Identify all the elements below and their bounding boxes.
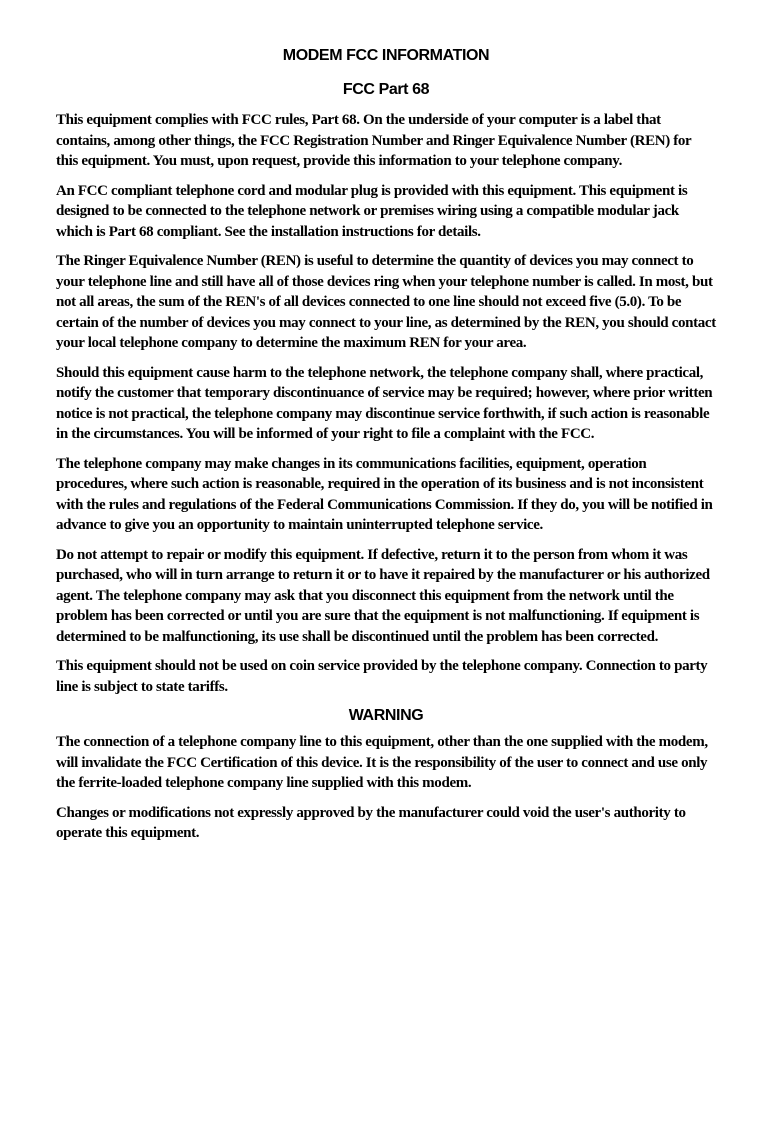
paragraph-ren: The Ringer Equivalence Number (REN) is useful to determine the quantity of devices you may connect to your telephone line and still have all of those devices ring when your telephone number is called. In most, but not all areas, the sum of the REN's of all devices connected to one line should not exceed five (5.0). To be certain of the number of devices you may connect to your line, as determined by the REN, you should contact your local telephone company to determine the maximum REN for your area. bbox=[56, 253, 716, 351]
paragraph-repair: Do not attempt to repair or modify this equipment. If defective, return it to the person from whom it was purchased, who will in turn arrange to return it or to have it repaired by the manufacturer or his authorized agent. The telephone company may ask that you disconnect this equipment from the network until the problem has been corrected or until you are sure that the equipment is not malfunctioning. If equipment is determined to be malfunctioning, its use shall be discontinued until the problem has been corrected. bbox=[56, 546, 710, 645]
paragraph-company-changes: The telephone company may make changes in its communications facilities, equipment, operation procedures, where such action is reasonable, required in the operation of its business and is not inconsistent with the rules and regulations of the Federal Communications Commission. If they do, you will be notified in advance to give you an opportunity to maintain uninterrupted telephone service. bbox=[56, 455, 713, 533]
section-heading-part68: FCC Part 68 bbox=[342, 81, 430, 98]
paragraph-line-connection: The connection of a telephone company line to this equipment, other than the one supplied with the modem, will invalidate the FCC Certification of this device. It is the responsibility of the user to connect and use only the ferrite-loaded telephone company line supplied with this modem. bbox=[56, 734, 708, 791]
paragraph-network-harm: Should this equipment cause harm to the telephone network, the telephone company shall, where practical, notify the customer that temporary discontinuance of service may be required; however, where prior written notice is not practical, the telephone company may discontinue service forthwith, if such action is reasonable in the circumstances. You will be informed of your right to file a complaint with the FCC. bbox=[56, 364, 713, 442]
paragraph-coin-service: This equipment should not be used on coin service provided by the telephone company. Connection to party line is subject to state tariffs. bbox=[56, 658, 708, 695]
page-title: MODEM FCC INFORMATION bbox=[282, 47, 490, 64]
warning-heading: WARNING bbox=[348, 707, 424, 724]
paragraph-modifications: Changes or modifications not expressly approved by the manufacturer could void the user's authority to operate this equipment. bbox=[56, 804, 686, 841]
document-page bbox=[56, 46, 716, 853]
paragraph-telephone-cord: An FCC compliant telephone cord and modular plug is provided with this equipment. This equipment is designed to be connected to the telephone network or premises wiring using a compatible modular jack which is Part 68 compliant. See the installation instructions for details. bbox=[56, 182, 688, 240]
paragraph-fcc-rules: This equipment complies with FCC rules, Part 68. On the underside of your computer is a label that contains, among other things, the FCC Registration Number and Ringer Equivalence Number (REN) for this equipment. You must, upon request, provide this information to your telephone company. bbox=[56, 112, 692, 169]
